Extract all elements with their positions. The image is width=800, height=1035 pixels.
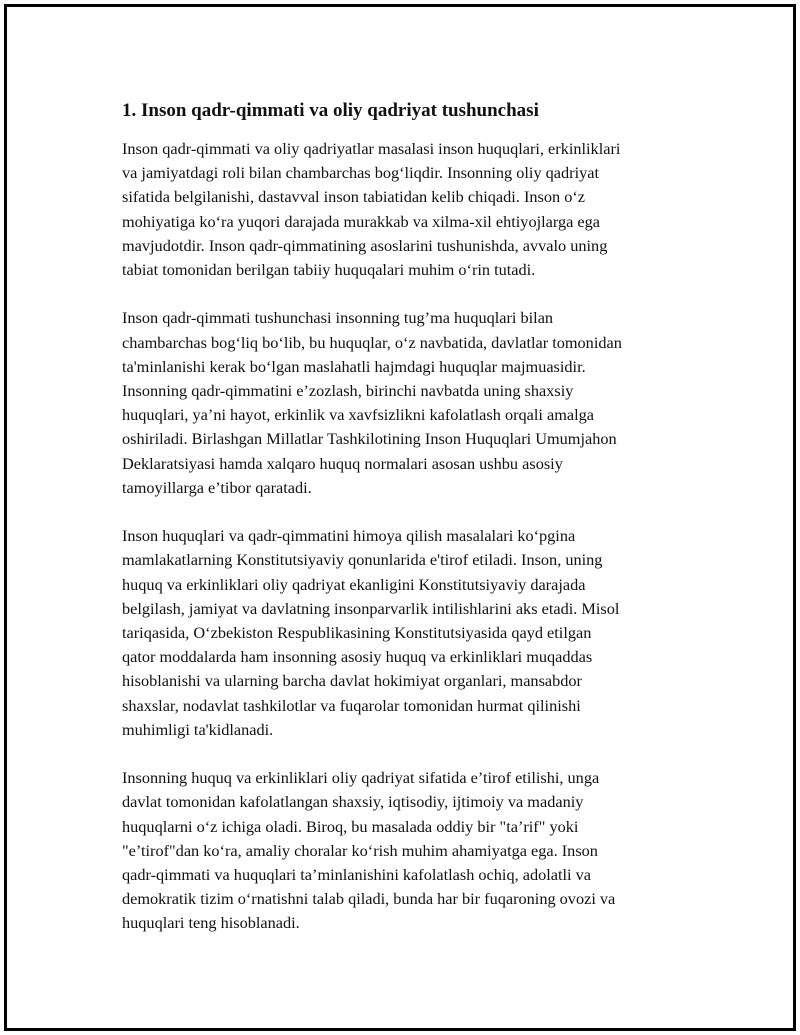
- paragraph: [122, 137, 694, 282]
- text-line: huquq va erkinliklari oliy qadriyat ekanligini Konstitutsiyaviy darajada: [122, 574, 586, 594]
- text-line: mohiyatiga ko‘ra yuqori darajada murakkab va xilma-xil ehtiyojlarga ega: [122, 211, 601, 231]
- text-line: muhimligi ta'kidlanadi.: [122, 719, 274, 739]
- text-line: Insonning qadr-qimmatini e’zozlash, birinchi navbatda uning shaxsiy: [122, 381, 574, 401]
- text-line: davlat tomonidan kafolatlangan shaxsiy, iqtisodiy, ijtimoiy va madaniy: [122, 792, 584, 812]
- text-line: shaxslar, nodavlat tashkilotlar va fuqarolar tomonidan hurmat qilinishi: [122, 695, 581, 715]
- text-line: belgilash, jamiyat va davlatning insonparvarlik intilishlarini aks etadi. Misol: [122, 598, 620, 618]
- text-line: Inson huquqlari va qadr-qimmatini himoya qilish masalalari ko‘pgina: [122, 526, 576, 546]
- text-line: oshiriladi. Birlashgan Millatlar Tashkilotining Inson Huquqlari Umumjahon: [122, 429, 617, 449]
- text-line: va jamiyatdagi roli bilan chambarchas bog‘liqdir. Insonning oliy qadriyat: [122, 163, 600, 183]
- text-line: mamlakatlarning Konstitutsiyaviy qonunlarida e'tirof etiladi. Inson, uning: [122, 550, 603, 570]
- text-line: "e’tirof"dan ko‘ra, amaliy choralar ko‘rish muhim ahamiyatga ega. Inson: [122, 840, 598, 860]
- document-title: 1. Inson qadr-qimmati va oliy qadriyat tushunchasi: [122, 100, 539, 121]
- document-body: [122, 137, 694, 936]
- text-line: qadr-qimmati va huquqlari ta’minlanishini kafolatlash ochiq, adolatli va: [122, 865, 591, 885]
- text-line: huquqlari, ya’ni hayot, erkinlik va xavfsizlikni kafolatlash orqali amalga: [122, 405, 595, 425]
- text-line: mavjudotdir. Inson qadr-qimmatining asoslarini tushunishda, avvalo uning: [122, 235, 608, 255]
- paragraph: [122, 766, 694, 935]
- text-line: tariqasida, O‘zbekiston Respublikasining Konstitutsiyasida qayd etilgan: [122, 623, 592, 643]
- text-line: tabiat tomonidan berilgan tabiiy huquqalari muhim o‘rin tutadi.: [122, 260, 536, 280]
- document-page: [4, 4, 796, 1031]
- text-line: ta'minlanishi kerak bo‘lgan maslahatli hajmdagi huquqlar majmuasidir.: [122, 356, 586, 376]
- text-line: chambarchas bog‘liq bo‘lib, bu huquqlar, o‘z navbatida, davlatlar tomonidan: [122, 332, 622, 352]
- document-content: [122, 99, 694, 936]
- text-line: sifatida belgilanishi, dastavval inson tabiatidan kelib chiqadi. Inson o‘z: [122, 187, 585, 207]
- text-line: qator moddalarda ham insonning asosiy huquq va erkinliklari muqaddas: [122, 647, 593, 667]
- text-line: Insonning huquq va erkinliklari oliy qadriyat sifatida e’tirof etilishi, unga: [122, 768, 600, 788]
- text-line: Inson qadr-qimmati tushunchasi insonning tug’ma huquqlari bilan: [122, 308, 554, 328]
- text-line: hisoblanishi va ularning barcha davlat hokimiyat organlari, mansabdor: [122, 671, 582, 691]
- text-line: tamoyillarga e’tibor qaratadi.: [122, 477, 312, 497]
- paragraph: [122, 524, 694, 742]
- text-line: Inson qadr-qimmati va oliy qadriyatlar masalasi inson huquqlari, erkinliklari: [122, 139, 621, 158]
- paragraph: [122, 306, 694, 500]
- text-line: demokratik tizim o‘rnatishni talab qiladi, bunda har bir fuqaroning ovozi va: [122, 889, 616, 909]
- text-line: Deklaratsiyasi hamda xalqaro huquq normalari asosan ushbu asosiy: [122, 453, 563, 473]
- text-line: huquqlarni o‘z ichiga oladi. Biroq, bu masalada oddiy bir "ta’rif" yoki: [122, 816, 579, 836]
- text-line: huquqlari teng hisoblanadi.: [122, 913, 300, 933]
